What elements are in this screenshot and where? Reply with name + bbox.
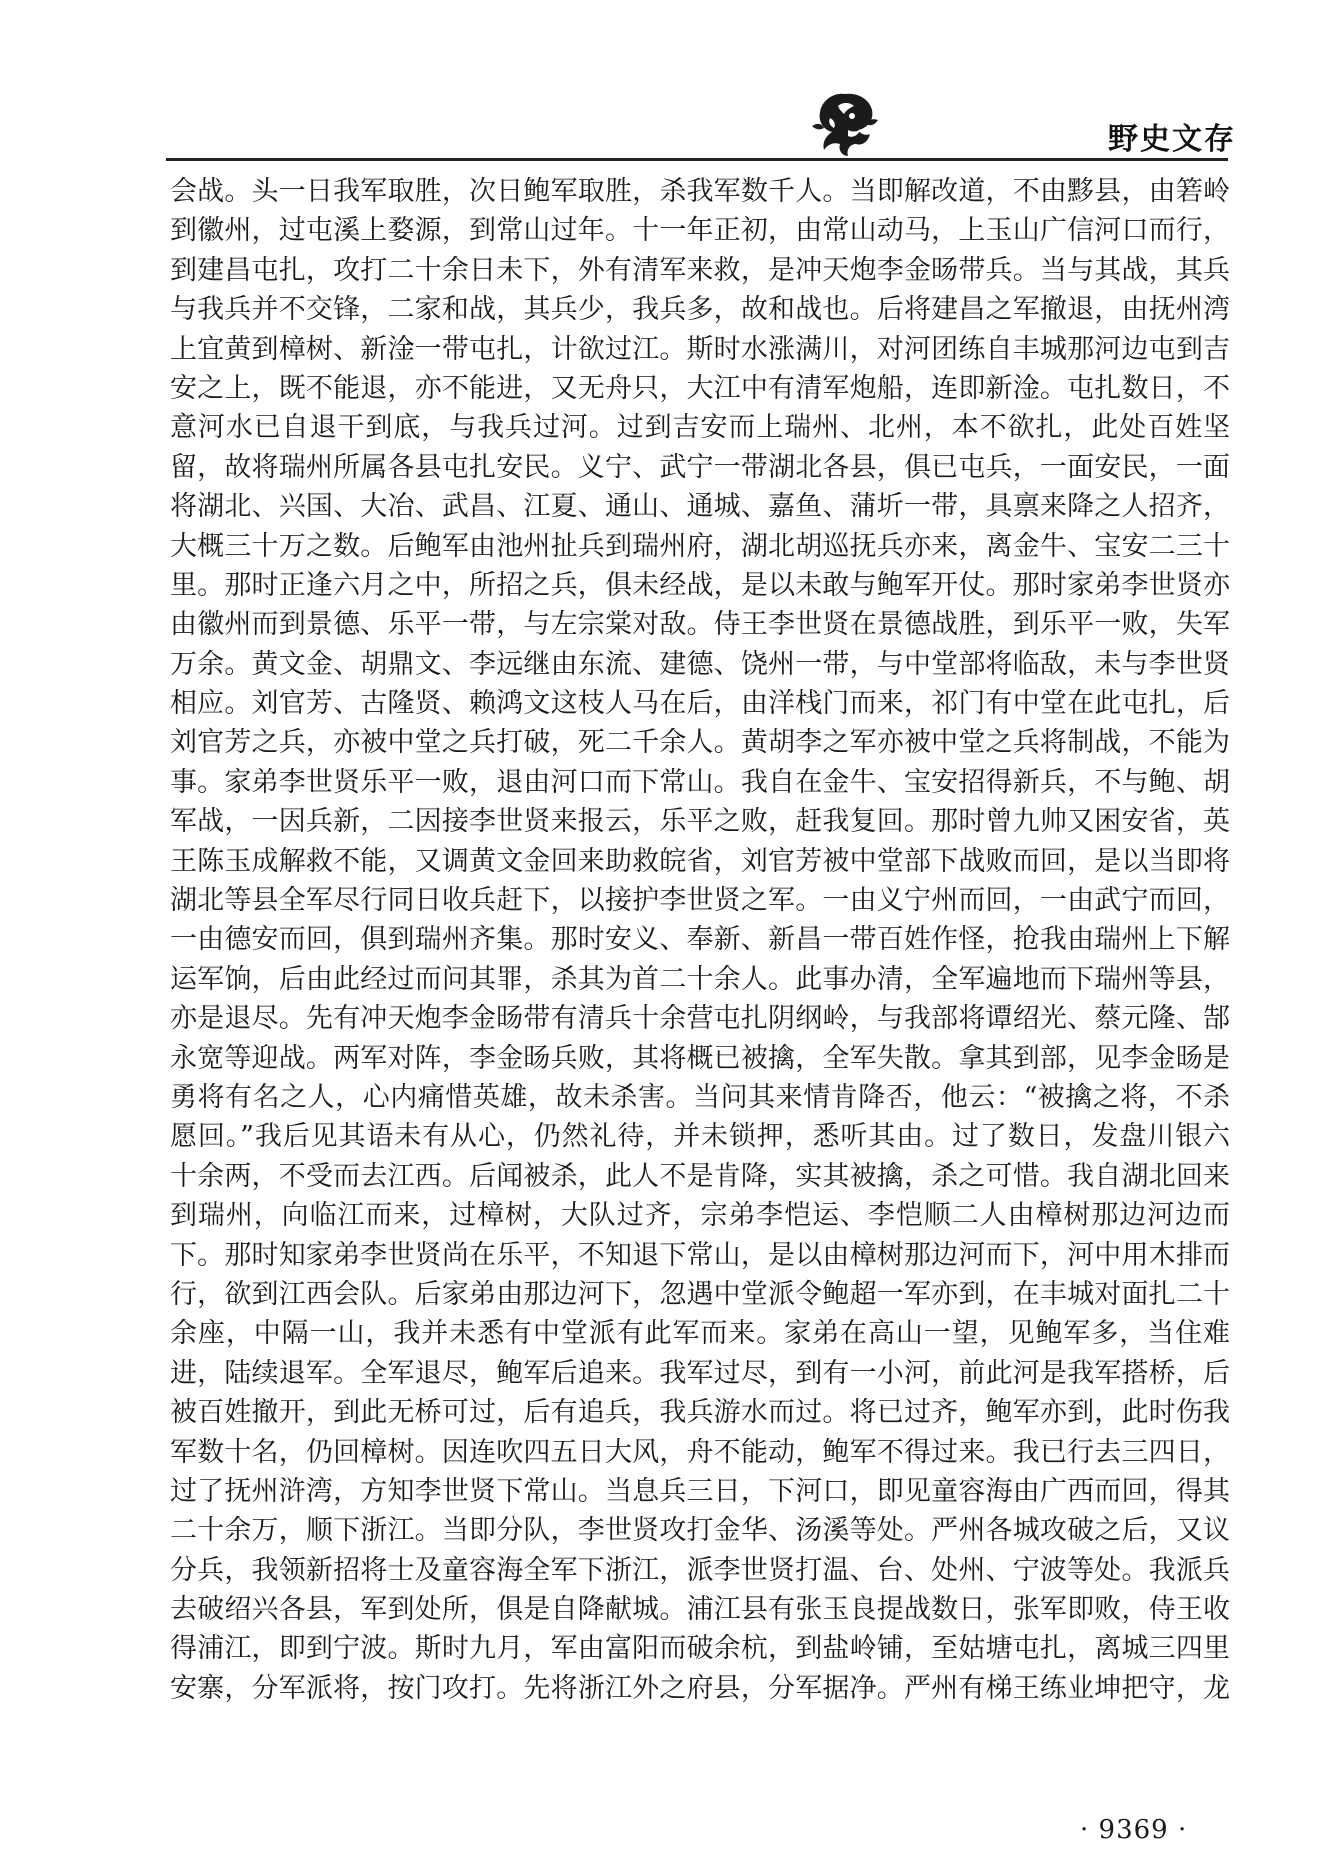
text-line: 进，陆续退军。全军退尽，鲍军后追来。我军过尽，到有一小河，前此河是我军搭桥，后 [170,1357,1230,1389]
text-line: 去破绍兴各县，军到处所，俱是自降献城。浦江县有张玉良提战数日，张军即败，侍王收 [170,1594,1230,1626]
header-rule [166,158,1228,161]
text-line: 万余。黄文金、胡鼎文、李远继由东流、建德、饶州一带，与中堂部将临敌，未与李世贤 [170,648,1230,680]
text-line: 会战。头一日我军取胜，次日鲍军取胜，杀我军数千人。当即解改道，不由黟县，由箬岭 [170,176,1230,207]
text-line: 将湖北、兴国、大冶、武昌、江夏、通山、通城、嘉鱼、蒲圻一带，具禀来降之人招齐， [170,491,1230,523]
series-title: 野史文存 [1108,122,1236,157]
text-line: 军战，一因兵新，二因接李世贤来报云，乐平之败，赶我复回。那时曾九帅又困安省，英 [170,806,1230,838]
text-line: 与我兵并不交锋，二家和战，其兵少，我兵多，故和战也。后将建昌之军撤退，由抚州湾 [170,294,1230,326]
text-line: 二十余万，顺下浙江。当即分队，李世贤攻打金华、汤溪等处。严州各城攻破之后，又议 [170,1515,1230,1547]
body-text [170,172,1230,1708]
text-line: 行，欲到江西会队。后家弟由那边河下，忽遇中堂派令鲍超一军亦到，在丰城对面扎二十 [170,1278,1230,1310]
text-line: 一由德安而回，俱到瑞州齐集。那时安义、奉新、新昌一带百姓作怪，抢我由瑞州上下解 [170,924,1230,956]
page-number: · 9369 · [1080,1815,1188,1845]
text-line: 亦是退尽。先有冲天炮李金旸带有清兵十余营屯扎阴纲岭，与我部将谭绍光、蔡元隆、郜 [170,1003,1230,1035]
text-line: 到建昌屯扎，攻打二十余日未下，外有清军来救，是冲天炮李金旸带兵。当与其战，其兵 [170,254,1230,286]
text-line: 下。那时知家弟李世贤尚在乐平，不知退下常山，是以由樟树那边河而下，河中用木排而 [170,1239,1230,1271]
text-line: 勇将有名之人，心内痛惜英雄，故未杀害。当问其来情肯降否，他云：“被擒之将，不杀 [170,1081,1230,1113]
page-header [0,0,1322,160]
text-line: 安之上，既不能退，亦不能进，又无舟只，大江中有清军炮船，连即新淦。屯扎数日，不 [170,372,1230,404]
text-line: 王陈玉成解救不能，又调黄文金回来助救皖省，刘官芳被中堂部下战败而回，是以当即将 [170,845,1230,877]
text-line: 得浦江，即到宁波。斯时九月，军由富阳而破余杭，到盐岭铺，至姑塘屯扎，离城三四里 [170,1633,1230,1665]
text-line: 安寨，分军派将，按门攻打。先将浙江外之府县，分军据净。严州有梯王练业坤把守，龙 [170,1672,1230,1704]
text-line: 分兵，我领新招将士及童容海全军下浙江，派李世贤打温、台、处州、宁波等处。我派兵 [170,1554,1230,1586]
text-line: 上宜黄到樟树、新淦一带屯扎，计欲过江。斯时水涨满川，对河团练自丰城那河边屯到吉 [170,333,1230,365]
text-line: 里。那时正逢六月之中，所招之兵，俱未经战，是以未敢与鲍军开仗。那时家弟李世贤亦 [170,569,1230,601]
text-line: 由徽州而到景德、乐平一带，与左宗棠对敌。侍王李世贤在景德战胜，到乐平一败，失军 [170,609,1230,641]
text-line: 留，故将瑞州所属各县屯扎安民。义宁、武宁一带湖北各县，俱已屯兵，一面安民，一面 [170,451,1230,483]
text-line: 永宽等迎战。两军对阵，李金旸兵败，其将概已被擒，全军失散。拿其到部，见李金旸是 [170,1042,1230,1074]
text-line: 军数十名，仍回樟树。因连吹四五日大风，舟不能动，鲍军不得过来。我已行去三四日， [170,1436,1230,1468]
text-line: 湖北等县全军尽行同日收兵赶下，以接护李世贤之军。一由义宁州而回，一由武宁而回， [170,885,1230,917]
text-line: 到徽州，过屯溪上婺源，到常山过年。十一年正初，由常山动马，上玉山广信河口而行， [170,215,1230,247]
text-line: 运军饷，后由此经过而问其罪，杀其为首二十余人。此事办清，全军遍地而下瑞州等县， [170,963,1230,995]
text-line: 过了抚州浒湾，方知李世贤下常山。当息兵三日，下河口，即见童容海由广西而回，得其 [170,1475,1230,1507]
text-line: 相应。刘官芳、古隆贤、赖鸿文这枝人马在后，由洋栈门而来，祁门有中堂在此屯扎，后 [170,688,1230,720]
text-line: 事。家弟李世贤乐平一败，退由河口而下常山。我自在金牛、宝安招得新兵，不与鲍、胡 [170,766,1230,798]
text-line: 余座，中隔一山，我并未悉有中堂派有此军而来。家弟在高山一望，见鲍军多，当住难 [170,1318,1230,1350]
text-line: 到瑞州，向临江而来，过樟树，大队过齐，宗弟李恺运、李恺顺二人由樟树那边河边而 [170,1200,1230,1232]
text-line: 大概三十万之数。后鲍军由池州扯兵到瑞州府，湖北胡巡抚兵亦来，离金牛、宝安二三十 [170,530,1230,562]
text-line: 意河水已自退干到底，与我兵过河。过到吉安而上瑞州、北州，本不欲扎，此处百姓坚 [170,412,1230,444]
text-line: 被百姓撤开，到此无桥可过，后有追兵，我兵游水而过。将已过齐，鲍军亦到，此时伤我 [170,1397,1230,1429]
dragon-emblem-icon [808,86,882,160]
text-line: 刘官芳之兵，亦被中堂之兵打破，死二千余人。黄胡李之军亦被中堂之兵将制战，不能为 [170,727,1230,759]
text-line: 愿回。”我后见其语未有从心，仍然礼待，并未锁押，悉听其由。过了数日，发盘川银六 [170,1121,1230,1153]
text-line: 十余两，不受而去江西。后闻被杀，此人不是肯降，实其被擒，杀之可惜。我自湖北回来 [170,1160,1230,1192]
